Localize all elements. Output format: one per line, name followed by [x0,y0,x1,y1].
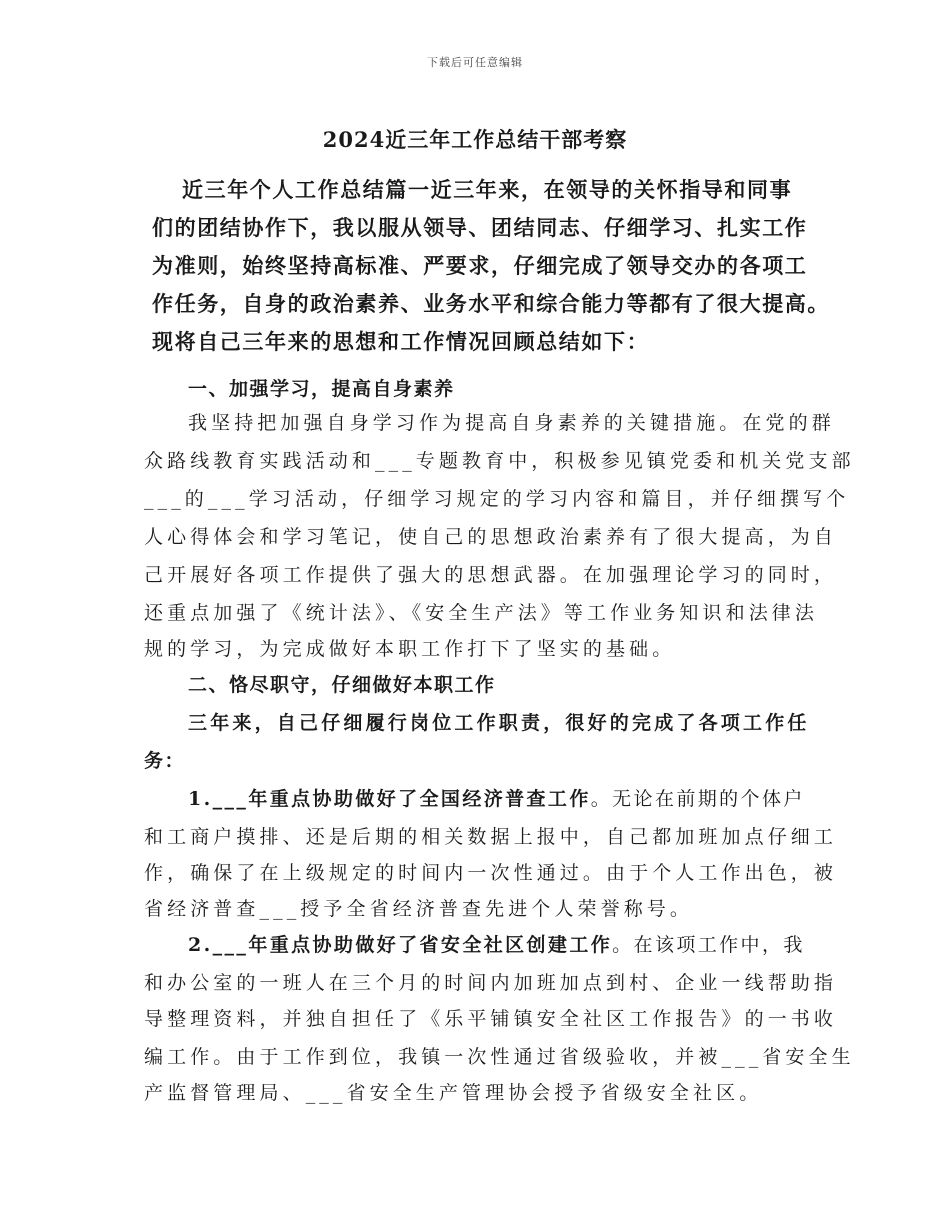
item-1-lead: 1.___年重点协助做好了全国经济普查工作 [188,788,591,810]
intro-line-1: 近三年个人工作总结篇一近三年来，在领导的关怀指导和同事 [182,177,793,202]
intro-line-2: 们的团结协作下，我以服从领导、团结同志、仔细学习、扎实工作 [152,215,808,240]
paragraph-line: 和办公室的一班人在三个月的时间内加班加点到村、企业一线帮助指 [144,972,838,994]
item-2-lead: 2.___年重点协助做好了省安全社区创建工作 [188,934,613,956]
header-note: 下载后可任意编辑 [427,56,523,69]
intro-line-4: 作任务，自身的政治素养、业务水平和综合能力等都有了很大提高。 [152,291,830,316]
item-1-rest: 。无论在前期的个体户 [590,788,805,810]
section-intro-line: 三年来，自己仔细履行岗位工作职责，很好的完成了各项工作任 [188,712,810,734]
paragraph-line: 众路线教育实践活动和___专题教育中，积极参见镇党委和机关党支部 [144,450,855,472]
section-heading-2: 二、恪尽职守，仔细做好本职工作 [188,674,496,696]
paragraph-line: 产监督管理局、___省安全生产管理协会授予省级安全社区。 [144,1082,763,1104]
section-intro-line: 务： [144,750,186,772]
intro-line-3: 为准则，始终坚持高标准、严要求，仔细完成了领导交办的各项工 [152,253,808,278]
paragraph-line: 省经济普查___授予全省经济普查先进个人荣誉称号。 [144,898,694,920]
item-2-rest: 。在该项工作中，我 [612,934,805,956]
paragraph-line: 导整理资料，并独自担任了《乐平铺镇安全社区工作报告》的一书收 [144,1008,838,1030]
section-heading-1: 一、加强学习，提高自身素养 [188,378,455,400]
paragraph-line: ___的___学习活动，仔细学习规定的学习内容和篇目，并仔细撰写个 [144,488,850,510]
paragraph-line: 编工作。由于工作到位，我镇一次性通过省级验收，并被___省安全生 [144,1046,855,1068]
paragraph-line: 和工商户摸排、还是后期的相关数据上报中，自己都加班加点仔细工 [144,826,838,848]
document-title: 2024近三年工作总结干部考察 [322,127,628,152]
intro-line-5: 现将自己三年来的思想和工作情况回顾总结如下： [152,329,650,354]
paragraph-line: 己开展好各项工作提供了强大的思想武器。在加强理论学习的同时， [144,564,838,586]
paragraph-line: 作，确保了在上级规定的时间内一次性通过。由于个人工作出色，被 [144,862,838,884]
paragraph-line: 我坚持把加强自身学习作为提高自身素养的关键措施。在党的群 [188,412,835,434]
item-2-first-line [188,930,856,957]
paragraph-line: 还重点加强了《统计法》、《安全生产法》等工作业务知识和法律法 [144,602,819,624]
item-1-first-line [188,784,856,811]
paragraph-line: 规的学习，为完成做好本职工作打下了坚实的基础。 [144,638,676,660]
paragraph-line: 人心得体会和学习笔记，使自己的思想政治素养有了很大提高，为自 [144,526,838,548]
